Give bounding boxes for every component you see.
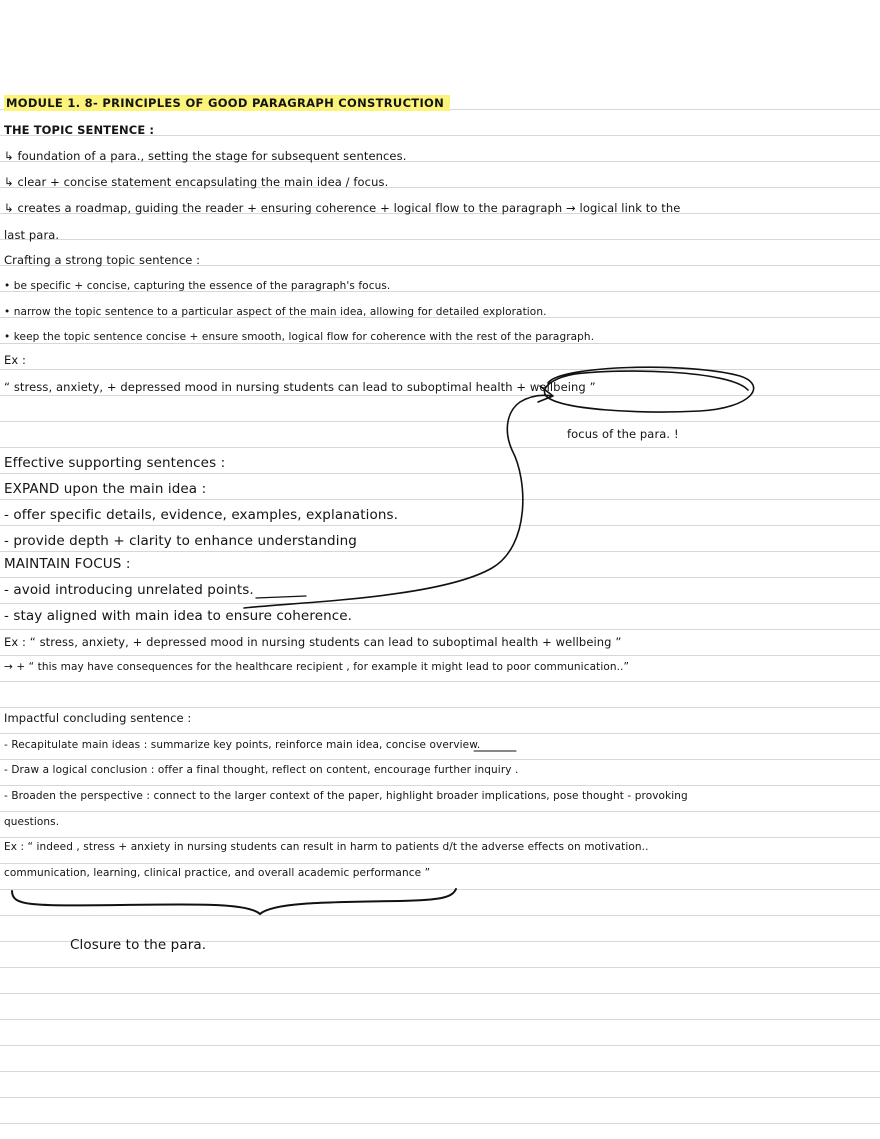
concluding-point-3: - Broaden the perspective : connect to the larger context of the paper, highlight broader implications, pose thought - provoking	[4, 790, 688, 802]
topic-point-3-continued: last para.	[4, 228, 60, 242]
topic-point-2: ↳ clear + concise statement encapsulating the main idea / focus.	[4, 175, 389, 189]
connecting-arrow	[244, 395, 552, 608]
topic-example: “ stress, anxiety, + depressed mood in nursing students can lead to suboptimal health + wellbeing ”	[4, 380, 596, 394]
crafting-point-1: • be specific + concise, capturing the essence of the paragraph's focus.	[4, 280, 391, 292]
expand-point-2: - provide depth + clarity to enhance understanding	[4, 533, 357, 549]
maintain-point-1: - avoid introducing unrelated points.	[4, 582, 254, 598]
expand-heading: EXPAND upon the main idea :	[4, 481, 207, 497]
supporting-example-1: Ex : “ stress, anxiety, + depressed mood in nursing students can lead to suboptimal health + wellbeing ”	[4, 635, 622, 649]
concluding-example-2: communication, learning, clinical practice, and overall academic performance ”	[4, 867, 431, 879]
concluding-point-2: - Draw a logical conclusion : offer a final thought, reflect on content, encourage further inquiry .	[4, 764, 519, 776]
concluding-heading: Impactful concluding sentence :	[4, 711, 192, 725]
example-label: Ex :	[4, 353, 27, 367]
crafting-point-2: • narrow the topic sentence to a particular aspect of the main idea, allowing for detailed exploration.	[4, 306, 547, 318]
maintain-point-2: - stay aligned with main idea to ensure coherence.	[4, 608, 353, 624]
concluding-point-1: - Recapitulate main ideas : summarize key points, reinforce main idea, concise overview.	[4, 739, 481, 751]
crafting-point-3: • keep the topic sentence concise + ensure smooth, logical flow for coherence with the rest of the paragraph.	[4, 331, 595, 343]
topic-sentence-heading: THE TOPIC SENTENCE :	[4, 123, 155, 137]
title-highlight: MODULE 1. 8- PRINCIPLES OF GOOD PARAGRAPH CONSTRUCTION	[4, 95, 450, 111]
page-title	[4, 96, 450, 110]
topic-point-3: ↳ creates a roadmap, guiding the reader + ensuring coherence + logical flow to the paragraph → logical link to the	[4, 201, 681, 215]
concluding-example-1: Ex : “ indeed , stress + anxiety in nursing students can result in harm to patients d/t the adverse effects on motivation..	[4, 841, 649, 853]
topic-point-1: ↳ foundation of a para., setting the stage for subsequent sentences.	[4, 149, 407, 163]
points-underline	[256, 596, 306, 598]
concluding-point-3-continued: questions.	[4, 816, 60, 828]
supporting-heading: Effective supporting sentences :	[4, 455, 226, 471]
expand-point-1: - offer specific details, evidence, examples, explanations.	[4, 507, 399, 523]
crafting-heading: Crafting a strong topic sentence :	[4, 253, 201, 267]
supporting-example-2: → + “ this may have consequences for the healthcare recipient , for example it might lead to poor communication..”	[4, 661, 630, 673]
maintain-heading: MAINTAIN FOCUS :	[4, 556, 131, 572]
focus-annotation: focus of the para. !	[567, 427, 679, 441]
closure-annotation: Closure to the para.	[70, 937, 207, 953]
closure-brace	[12, 889, 456, 914]
